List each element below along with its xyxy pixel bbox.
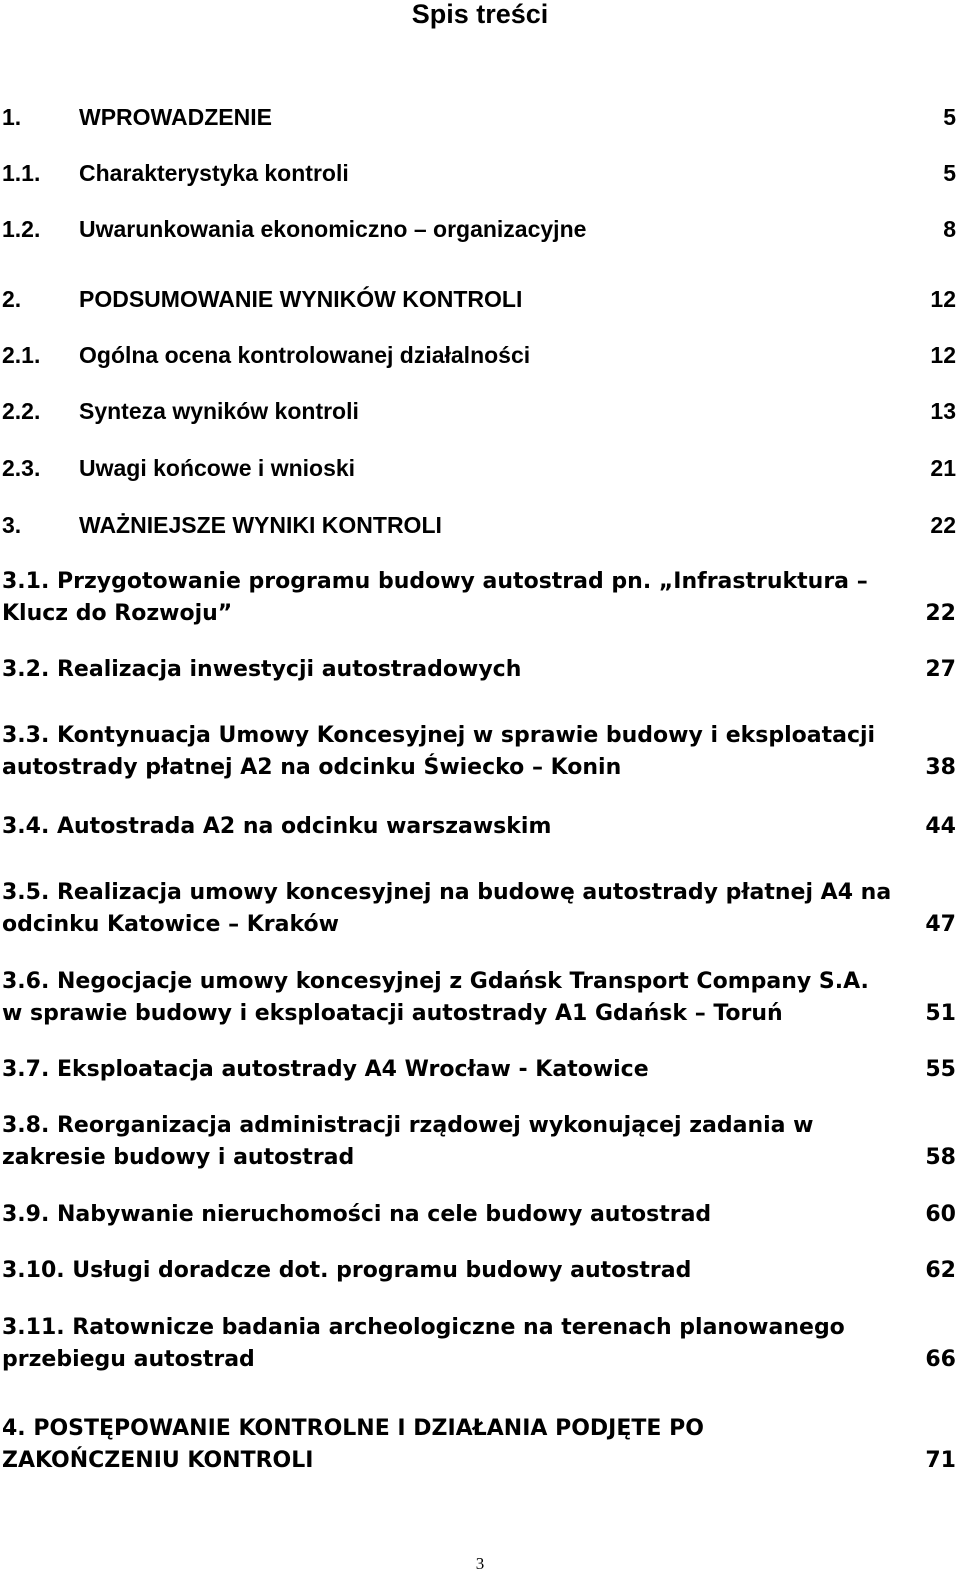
toc-entry-2[interactable] [0,284,960,314]
toc-entry-2-2[interactable] [0,396,960,426]
toc-entry-3-11-line1[interactable] [0,1313,960,1343]
toc-label: 4. POSTĘPOWANIE KONTROLNE I DZIAŁANIA PODJĘTE PO [2,1416,704,1441]
toc-page-number: 44 [925,814,956,839]
toc-page-number: 51 [925,1001,956,1026]
toc-entry-3-1-line2[interactable] [0,599,960,629]
toc-label-continuation: Klucz do Rozwoju” [2,601,233,626]
toc-entry-3-4[interactable] [0,812,960,842]
toc-page-number: 62 [925,1258,956,1283]
toc-entry-1[interactable] [0,102,960,132]
toc-number: 3. [2,512,22,538]
toc-label: 3.4. Autostrada A2 na odcinku warszawskim [2,814,552,839]
toc-label: 3.3. Kontynuacja Umowy Koncesyjnej w sprawie budowy i eksploatacji [2,723,876,748]
toc-page-number: 13 [930,398,956,424]
toc-entry-4-line2[interactable] [0,1446,960,1476]
toc-page-number: 12 [930,286,956,312]
toc-page-number: 38 [925,755,956,780]
footer-page-number: 3 [475,1554,485,1573]
toc-number: 2.3. [2,455,41,481]
toc-page-number: 66 [925,1347,956,1372]
toc-number: 1.2. [2,216,41,242]
toc-number: 2. [2,286,22,312]
toc-page-number: 8 [943,216,956,242]
toc-entry-3-8-line2[interactable] [0,1143,960,1173]
toc-label: 3.5. Realizacja umowy koncesyjnej na budowę autostrady płatnej A4 na [2,880,892,905]
toc-entry-3[interactable] [0,510,960,540]
toc-page-number: 47 [925,912,956,937]
toc-label-continuation: autostrady płatnej A2 na odcinku Świecko – Konin [2,755,622,780]
toc-number: 1.1. [2,160,41,186]
toc-number: 2.1. [2,342,41,368]
toc-page-number: 22 [930,512,956,538]
toc-label-continuation: ZAKOŃCZENIU KONTROLI [2,1448,314,1473]
toc-entry-3-5-line1[interactable] [0,878,960,908]
toc-label: Uwarunkowania ekonomiczno – organizacyjne [79,216,587,242]
toc-entry-3-9[interactable] [0,1200,960,1230]
toc-page-number: 21 [930,455,956,481]
toc-page-number: 22 [925,601,956,626]
toc-entry-3-7[interactable] [0,1055,960,1085]
toc-entry-2-1[interactable] [0,340,960,370]
toc-page-number: 27 [925,657,956,682]
toc-label: 3.8. Reorganizacja administracji rządowej wykonującej zadania w [2,1113,814,1138]
toc-label-continuation: w sprawie budowy i eksploatacji autostrady A1 Gdańsk – Toruń [2,1001,783,1026]
toc-entry-2-3[interactable] [0,453,960,483]
toc-page-number: 55 [925,1057,956,1082]
toc-label: 3.11. Ratownicze badania archeologiczne na terenach planowanego [2,1315,845,1340]
toc-label: 3.10. Usługi doradcze dot. programu budowy autostrad [2,1258,692,1283]
toc-entry-3-11-line2[interactable] [0,1345,960,1375]
toc-label: Synteza wyników kontroli [79,398,359,424]
toc-label: 3.9. Nabywanie nieruchomości na cele budowy autostrad [2,1202,712,1227]
toc-entry-3-3-line2[interactable] [0,753,960,783]
page-title: Spis treści [411,0,549,29]
toc-entry-3-10[interactable] [0,1256,960,1286]
toc-entry-3-8-line1[interactable] [0,1111,960,1141]
toc-label: 3.2. Realizacja inwestycji autostradowych [2,657,522,682]
toc-label-continuation: zakresie budowy i autostrad [2,1145,355,1170]
toc-entry-4-line1[interactable] [0,1414,960,1444]
toc-page-number: 60 [925,1202,956,1227]
toc-label: 3.7. Eksploatacja autostrady A4 Wrocław - Katowice [2,1057,649,1082]
toc-entry-3-6-line1[interactable] [0,967,960,997]
toc-label: Uwagi końcowe i wnioski [79,455,356,481]
toc-label: WAŻNIEJSZE WYNIKI KONTROLI [79,512,442,538]
toc-page-number: 12 [930,342,956,368]
toc-label-continuation: odcinku Katowice – Kraków [2,912,339,937]
toc-entry-3-1-line1[interactable] [0,567,960,597]
toc-label: PODSUMOWANIE WYNIKÓW KONTROLI [79,286,523,312]
toc-entry-3-3-line1[interactable] [0,721,960,751]
toc-entry-3-5-line2[interactable] [0,910,960,940]
toc-entry-3-2[interactable] [0,655,960,685]
toc-label: Ogólna ocena kontrolowanej działalności [79,342,531,368]
toc-page-number: 58 [925,1145,956,1170]
toc-entry-1-1[interactable] [0,158,960,188]
toc-label-continuation: przebiegu autostrad [2,1347,255,1372]
toc-number: 2.2. [2,398,41,424]
toc-entry-1-2[interactable] [0,214,960,244]
toc-page-number: 71 [925,1448,956,1473]
toc-label: 3.1. Przygotowanie programu budowy autostrad pn. „Infrastruktura – [2,569,868,594]
toc-number: 1. [2,104,22,130]
toc-label: 3.6. Negocjacje umowy koncesyjnej z Gdańsk Transport Company S.A. [2,969,869,994]
toc-page-number: 5 [943,104,956,130]
toc-label: Charakterystyka kontroli [79,160,349,186]
toc-entry-3-6-line2[interactable] [0,999,960,1029]
toc-label: WPROWADZENIE [79,104,272,130]
toc-page-number: 5 [943,160,956,186]
